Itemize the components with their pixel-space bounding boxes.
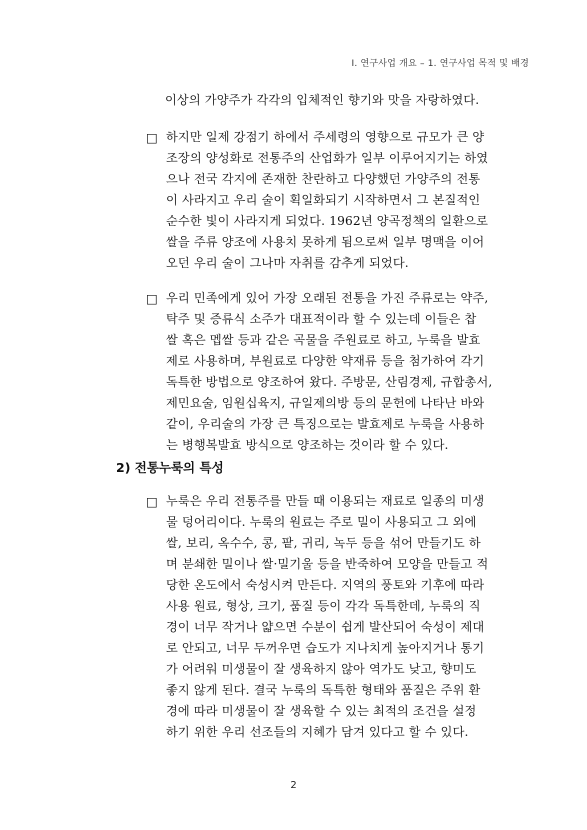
paragraph-3-line: 경에 따라 미생물이 잘 생육할 수 있는 최적의 조건을 설정: [166, 704, 477, 718]
paragraph-1-line: 으나 전국 각지에 존재한 찬란하고 다양했던 가양주의 전통: [166, 172, 481, 186]
paragraph-3-line: 사용 원료, 형상, 크기, 품질 등이 각각 독특한데, 누룩의 직: [166, 599, 481, 613]
running-header: Ⅰ. 연구사업 개요 – 1. 연구사업 목적 및 배경: [351, 59, 529, 69]
paragraph-3-line: 가 어려워 미생물이 잘 생육하지 않아 역가도 낮고, 향미도: [166, 662, 477, 676]
paragraph-2-line: 제로 사용하며, 부원료로 다양한 약재류 등을 첨가하여 각기: [166, 354, 485, 368]
paragraph-2-line: 는 병행복발효 방식으로 양조하는 것이라 할 수 있다.: [166, 438, 449, 452]
bullet-square-icon: □: [146, 130, 158, 145]
paragraph-3-line: 경이 너무 작거나 얇으면 수분이 쉽게 발산되어 숙성이 제대: [166, 620, 485, 634]
paragraph-2-line: 탁주 및 증류식 소주가 대표적이라 할 수 있는데 이들은 찹: [166, 312, 477, 326]
paragraph-2-line: 독특한 방법으로 양조하여 왔다. 주방문, 산림경제, 규합총서,: [166, 375, 493, 389]
paragraph-1-line: 하지만 일제 강점기 하에서 주세령의 영향으로 규모가 큰 양: [166, 130, 485, 144]
paragraph-3-line: 당한 온도에서 숙성시켜 만든다. 지역의 풍토와 기후에 따라: [166, 578, 485, 592]
paragraph-1-line: 순수한 빛이 사라지게 되었다. 1962년 양곡정책의 일환으로: [166, 214, 489, 228]
bullet-square-icon: □: [146, 291, 158, 306]
paragraph-3-line: 로 안되고, 너무 두꺼우면 습도가 지나치게 높아지거나 통기: [166, 641, 485, 655]
paragraph-3-line: 며 분쇄한 밀이나 쌀·밀기울 등을 반죽하여 모양을 만들고 적: [166, 557, 489, 571]
paragraph-1-line: 오던 우리 술이 그나마 자취를 감추게 되었다.: [166, 256, 409, 270]
paragraph-3-line: 물 덩어리이다. 누룩의 원료는 주로 밀이 사용되고 그 외에: [166, 515, 477, 529]
paragraph-2-line: 우리 민족에게 있어 가장 오래된 전통을 가진 주류로는 약주,: [166, 291, 489, 305]
paragraph-3-line: 쌀, 보리, 옥수수, 콩, 팥, 귀리, 녹두 등을 섞어 만들기도 하: [166, 536, 481, 550]
section-heading: 2) 전통누룩의 특성: [116, 460, 224, 475]
paragraph-2-line: 같이, 우리술의 가장 큰 특징으로는 발효제로 누룩을 사용하: [166, 417, 485, 431]
intro-line: 이상의 가양주가 각각의 입체적인 향기와 맛을 자랑하였다.: [165, 93, 480, 107]
page-number: 2: [290, 780, 297, 791]
paragraph-2-line: 제민요술, 임원십육지, 규일제의방 등의 문헌에 나타난 바와: [166, 396, 485, 410]
paragraph-1-line: 조장의 양성화로 전통주의 산업화가 일부 이루어지기는 하였: [166, 151, 489, 165]
paragraph-1-line: 쌀을 주류 양조에 사용치 못하게 됨으로써 일부 명맥을 이어: [166, 235, 485, 249]
paragraph-3-line: 좋지 않게 된다. 결국 누룩의 독특한 형태와 품질은 주위 환: [166, 683, 481, 697]
paragraph-1-line: 이 사라지고 우리 술이 획일화되기 시작하면서 그 본질적인: [166, 193, 481, 207]
bullet-square-icon: □: [146, 494, 158, 509]
paragraph-3-line: 하기 위한 우리 선조들의 지혜가 담겨 있다고 할 수 있다.: [166, 725, 469, 739]
paragraph-3-line: 누룩은 우리 전통주를 만들 때 이용되는 재료로 일종의 미생: [166, 494, 485, 508]
paragraph-2-line: 쌀 혹은 멥쌀 등과 같은 곡물을 주원료로 하고, 누룩을 발효: [166, 333, 481, 347]
